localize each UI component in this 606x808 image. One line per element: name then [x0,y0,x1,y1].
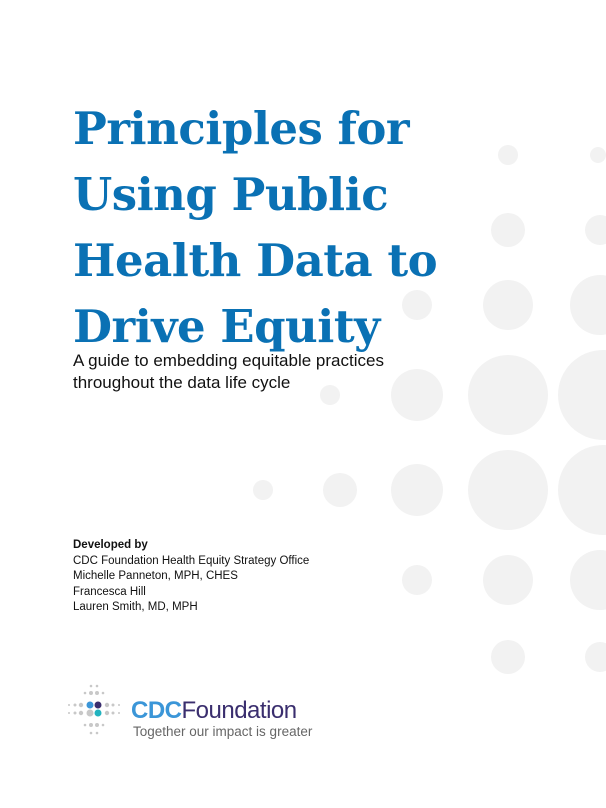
title-line: Health Data to [73,234,438,287]
title-line: Using Public [73,168,389,221]
title-line: Principles for [73,102,410,155]
logo-foundation: Foundation [181,697,297,724]
developed-by-heading: Developed by [73,539,148,551]
logo-cdc: CDC [131,697,182,724]
cdc-foundation-logo-icon [66,683,128,741]
document-title [73,96,493,360]
logo-tagline: Together our impact is greater [133,724,313,739]
developed-by-section [73,538,309,616]
author-line: Francesca Hill [73,585,146,598]
logo-wordmark [131,697,297,725]
author-line: CDC Foundation Health Equity Strategy Office [73,554,310,567]
title-line: Drive Equity [73,300,380,353]
document-subtitle: A guide to embedding equitable practices throughout the data life cycle [73,351,384,392]
author-line: Lauren Smith, MD, MPH [73,601,198,613]
author-line: Michelle Panneton, MPH, CHES [73,570,238,582]
